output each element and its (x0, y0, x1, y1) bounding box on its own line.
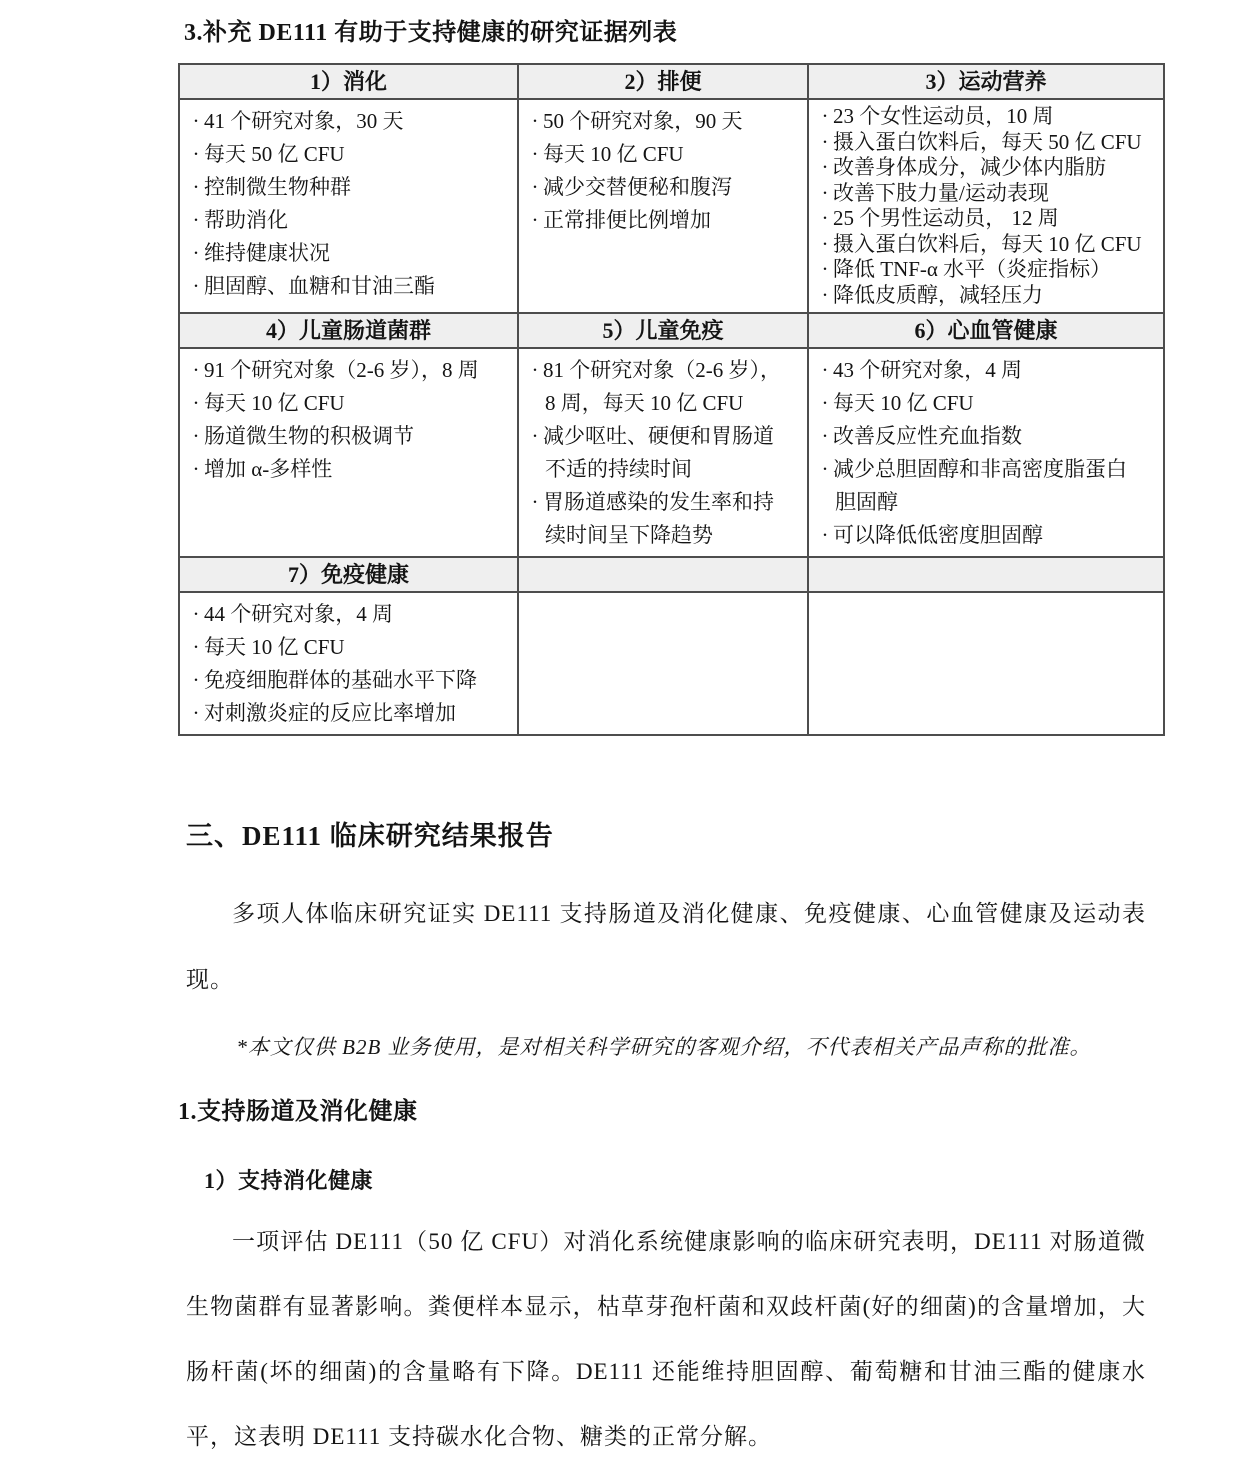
bullet-text: 增加 α-多样性 (204, 457, 333, 481)
bullet-continuation-line (527, 387, 801, 420)
bullet-dot: · (531, 175, 539, 199)
bullet-text: 可以降低低密度胆固醇 (833, 523, 1043, 547)
bullet-dot: · (192, 602, 200, 626)
bullet-dot: · (531, 424, 539, 448)
bullet-text: 维持健康状况 (204, 241, 330, 265)
bullet-dot: · (192, 274, 200, 298)
bullet-dot: · (531, 208, 539, 232)
bullet-line (817, 206, 1157, 232)
bullet-text: 每天 10 亿 CFU (833, 391, 974, 415)
bullet-line (817, 387, 1157, 420)
bullet-line (188, 354, 511, 387)
bullet-line (188, 420, 511, 453)
bullet-text: 91 个研究对象（2-6 岁），8 周 (204, 358, 479, 382)
bullet-text: 81 个研究对象（2-6 岁）， (543, 358, 781, 382)
bullet-text: 8 周，每天 10 亿 CFU (545, 391, 744, 415)
paragraph-digestive-study: 一项评估 DE111（50 亿 CFU）对消化系统健康影响的临床研究表明，DE111 对肠道微生物菌群有显著影响。粪便样本显示，枯草芽孢杆菌和双歧杆菌(好的细菌)的含量增加，大肠杆菌(坏的细菌)的含量略有下降。DE111 还能维持胆固醇、葡萄糖和甘油三酯的健康水平，这表明 DE111 支持碳水化合物、糖类的正常分解。 (186, 1229, 1146, 1449)
bullet-line (817, 519, 1157, 552)
table-header-cell: 1）消化 (180, 65, 519, 100)
bullet-text: 每天 10 亿 CFU (204, 635, 345, 659)
table-header-row (180, 558, 1165, 593)
bullet-dot: · (821, 282, 829, 307)
bullet-dot: · (192, 208, 200, 232)
table-cell (180, 100, 519, 314)
bullet-text: 43 个研究对象，4 周 (833, 358, 1022, 382)
bullet-dot: · (821, 206, 829, 230)
table-cell (809, 100, 1165, 314)
disclaimer-note: *本文仅供 B2B 业务使用，是对相关科学研究的客观介绍，不代表相关产品声称的批准。 (236, 1035, 1092, 1059)
bullet-dot: · (192, 424, 200, 448)
bullet-line (527, 354, 801, 387)
bullet-line (817, 257, 1157, 283)
bullet-text: 降低 TNF-α 水平（炎症指标） (833, 257, 1112, 281)
table-title: 3.补充 DE111 有助于支持健康的研究证据列表 (184, 20, 678, 46)
bullet-continuation-line (527, 453, 801, 486)
table-header-cell: 4）儿童肠道菌群 (180, 314, 519, 349)
table-header-cell: 5）儿童免疫 (519, 314, 809, 349)
bullet-text: 帮助消化 (204, 208, 288, 232)
table-header-row (180, 65, 1165, 100)
bullet-line (817, 155, 1157, 181)
bullet-line (817, 232, 1157, 258)
table-body-row (180, 349, 1165, 558)
bullet-dot: · (192, 241, 200, 265)
table-body-row (180, 593, 1165, 736)
bullet-dot: · (192, 701, 200, 725)
bullet-line (188, 697, 511, 730)
bullet-text: 胆固醇 (835, 490, 898, 514)
bullet-text: 摄入蛋白饮料后，每天 10 亿 CFU (833, 231, 1142, 256)
table-cell (180, 349, 519, 558)
bullet-text: 降低皮质醇，减轻压力 (833, 282, 1043, 307)
bullet-text: 不适的持续时间 (545, 457, 692, 481)
bullet-dot: · (192, 109, 200, 133)
table-cell (519, 100, 809, 314)
bullet-dot: · (821, 104, 829, 128)
bullet-dot: · (531, 109, 539, 133)
bullet-line (188, 631, 511, 664)
bullet-dot: · (821, 457, 829, 481)
bullet-line (817, 354, 1157, 387)
bullet-line (188, 453, 511, 486)
bullet-text: 摄入蛋白饮料后，每天 50 亿 CFU (833, 129, 1142, 154)
table-cell (180, 593, 519, 736)
table-cell (809, 593, 1165, 736)
bullet-text: 续时间呈下降趋势 (545, 523, 713, 547)
bullet-dot: · (192, 668, 200, 692)
bullet-text: 免疫细胞群体的基础水平下降 (204, 668, 477, 692)
bullet-dot: · (821, 257, 829, 281)
table-header-row (180, 314, 1165, 349)
bullet-text: 胃肠道感染的发生率和持 (543, 490, 774, 514)
bullet-text: 41 个研究对象，30 天 (204, 109, 404, 133)
bullet-dot: · (531, 358, 539, 382)
bullet-dot: · (192, 142, 200, 166)
table-header-cell (519, 558, 809, 593)
bullet-text: 改善反应性充血指数 (833, 424, 1022, 448)
subsubsection-heading-digestive: 1）支持消化健康 (204, 1168, 374, 1193)
bullet-dot: · (821, 155, 829, 179)
bullet-line (188, 138, 511, 171)
bullet-text: 肠道微生物的积极调节 (204, 424, 414, 448)
bullet-dot: · (821, 424, 829, 448)
bullet-text: 23 个女性运动员，10 周 (833, 104, 1054, 128)
table-body-row (180, 100, 1165, 314)
bullet-dot: · (192, 358, 200, 382)
bullet-text: 减少交替便秘和腹泻 (543, 175, 732, 199)
bullet-dot: · (821, 358, 829, 382)
bullet-line (817, 130, 1157, 156)
table-header-cell: 3）运动营养 (809, 65, 1165, 100)
bullet-line (188, 105, 511, 138)
bullet-line (527, 105, 801, 138)
section-heading-clinical-report: 三、DE111 临床研究结果报告 (186, 821, 554, 851)
bullet-continuation-line (817, 486, 1157, 519)
bullet-dot: · (192, 175, 200, 199)
bullet-line (817, 181, 1157, 207)
bullet-line (527, 171, 801, 204)
bullet-text: 控制微生物种群 (204, 175, 351, 199)
bullet-text: 50 个研究对象，90 天 (543, 109, 743, 133)
table-cell (809, 349, 1165, 558)
bullet-line (527, 204, 801, 237)
subsection-heading-gut-digestive: 1.支持肠道及消化健康 (178, 1099, 418, 1125)
bullet-dot: · (192, 391, 200, 415)
bullet-dot: · (192, 635, 200, 659)
bullet-line (527, 420, 801, 453)
bullet-line (817, 420, 1157, 453)
bullet-line (527, 138, 801, 171)
bullet-text: 25 个男性运动员， 12 周 (833, 206, 1059, 230)
table-cell (519, 593, 809, 736)
bullet-line (817, 453, 1157, 486)
table-header-cell: 6）心血管健康 (809, 314, 1165, 349)
bullet-text: 减少呕吐、硬便和胃肠道 (543, 424, 774, 448)
bullet-line (188, 387, 511, 420)
bullet-line (188, 171, 511, 204)
evidence-table (178, 63, 1165, 736)
bullet-text: 每天 10 亿 CFU (204, 391, 345, 415)
bullet-text: 44 个研究对象，4 周 (204, 602, 393, 626)
bullet-text: 减少总胆固醇和非高密度脂蛋白 (833, 457, 1127, 481)
bullet-text: 改善身体成分，减少体内脂肪 (833, 155, 1106, 179)
bullet-continuation-line (527, 519, 801, 552)
bullet-line (188, 598, 511, 631)
bullet-text: 改善下肢力量/运动表现 (833, 180, 1049, 205)
bullet-dot: · (821, 231, 829, 256)
paragraph-overview: 多项人体临床研究证实 DE111 支持肠道及消化健康、免疫健康、心血管健康及运动表现。 (186, 901, 1146, 992)
bullet-text: 每天 50 亿 CFU (204, 142, 345, 166)
bullet-line (527, 486, 801, 519)
bullet-dot: · (531, 142, 539, 166)
bullet-dot: · (821, 180, 829, 205)
bullet-text: 每天 10 亿 CFU (543, 142, 684, 166)
bullet-dot: · (821, 391, 829, 415)
bullet-line (188, 664, 511, 697)
bullet-text: 正常排便比例增加 (543, 208, 711, 232)
bullet-line (188, 270, 511, 303)
bullet-text: 胆固醇、血糖和甘油三酯 (204, 274, 435, 298)
table-header-cell: 2）排便 (519, 65, 809, 100)
bullet-dot: · (821, 523, 829, 547)
bullet-line (188, 237, 511, 270)
bullet-dot: · (192, 457, 200, 481)
table-cell (519, 349, 809, 558)
table-header-cell: 7）免疫健康 (180, 558, 519, 593)
document-page (178, 0, 1165, 1469)
bullet-dot: · (821, 129, 829, 154)
bullet-text: 对刺激炎症的反应比率增加 (204, 701, 456, 725)
bullet-line (817, 104, 1157, 130)
bullet-line (817, 283, 1157, 309)
bullet-line (188, 204, 511, 237)
bullet-dot: · (531, 490, 539, 514)
table-header-cell (809, 558, 1165, 593)
